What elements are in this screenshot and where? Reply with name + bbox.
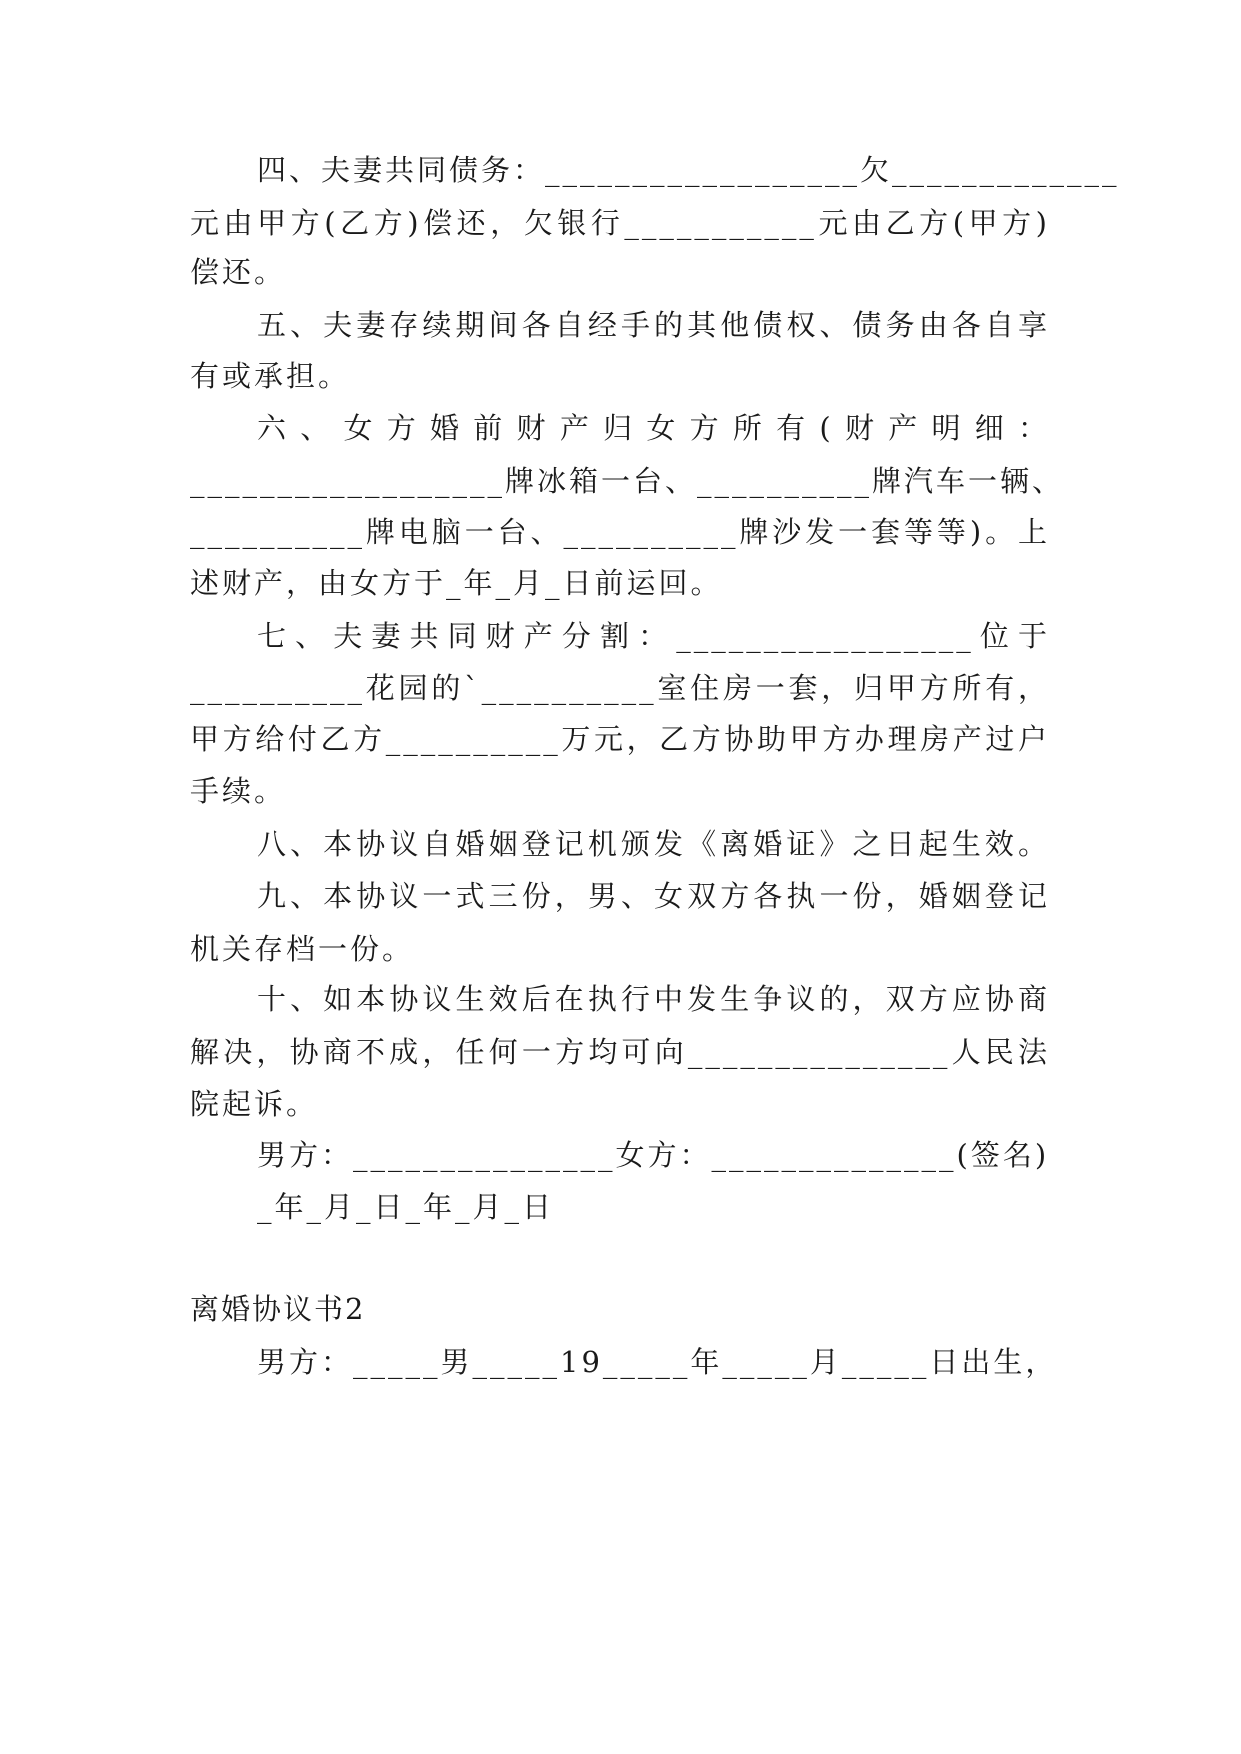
- section-2-line-1: 男方：_____男_____19_____年_____月_____日出生，: [257, 1345, 1058, 1379]
- paragraph-7-line-1: 七、夫妻共同财产分割：_________________位于: [257, 619, 1050, 653]
- paragraph-4-line-2: 元由甲方(乙方)偿还，欠银行___________元由乙方(甲方): [190, 206, 1050, 240]
- paragraph-5-line-2: 有或承担。: [190, 359, 351, 393]
- signature-line: 男方：_______________女方：______________(签名): [257, 1138, 1050, 1172]
- section-2-title: 离婚协议书2: [190, 1292, 366, 1326]
- paragraph-6-line-4: 述财产，由女方于_年_月_日前运回。: [190, 566, 723, 600]
- paragraph-9-line-2: 机关存档一份。: [190, 932, 415, 966]
- paragraph-5-line-1: 五、夫妻存续期间各自经手的其他债权、债务由各自享: [257, 308, 1050, 342]
- paragraph-6-line-2: __________________牌冰箱一台、__________牌汽车一辆、: [190, 464, 1065, 498]
- paragraph-7-line-4: 手续。: [190, 774, 287, 808]
- paragraph-7-line-3: 甲方给付乙方__________万元，乙方协助甲方办理房产过户: [190, 722, 1050, 756]
- paragraph-7-line-2: __________花园的`__________室住房一套，归甲方所有，: [190, 671, 1050, 705]
- date-line: _年_月_日_年_月_日: [257, 1190, 555, 1224]
- paragraph-10-line-1: 十、如本协议生效后在执行中发生争议的，双方应协商: [257, 982, 1050, 1016]
- paragraph-6-line-3: __________牌电脑一台、__________牌沙发一套等等)。上: [190, 515, 1050, 549]
- paragraph-6-line-1: 六、女方婚前财产归女方所有(财产明细：: [257, 411, 1050, 445]
- paragraph-9-line-1: 九、本协议一式三份，男、女双方各执一份，婚姻登记: [257, 879, 1050, 913]
- paragraph-4-line-3: 偿还。: [190, 255, 287, 289]
- paragraph-10-line-3: 院起诉。: [190, 1087, 319, 1121]
- paragraph-8-line-1: 八、本协议自婚姻登记机颁发《离婚证》之日起生效。: [257, 827, 1050, 861]
- paragraph-4-line-1: 四、夫妻共同债务：__________________欠_____________: [257, 153, 1120, 187]
- paragraph-10-line-2: 解决，协商不成，任何一方均可向_______________人民法: [190, 1035, 1050, 1069]
